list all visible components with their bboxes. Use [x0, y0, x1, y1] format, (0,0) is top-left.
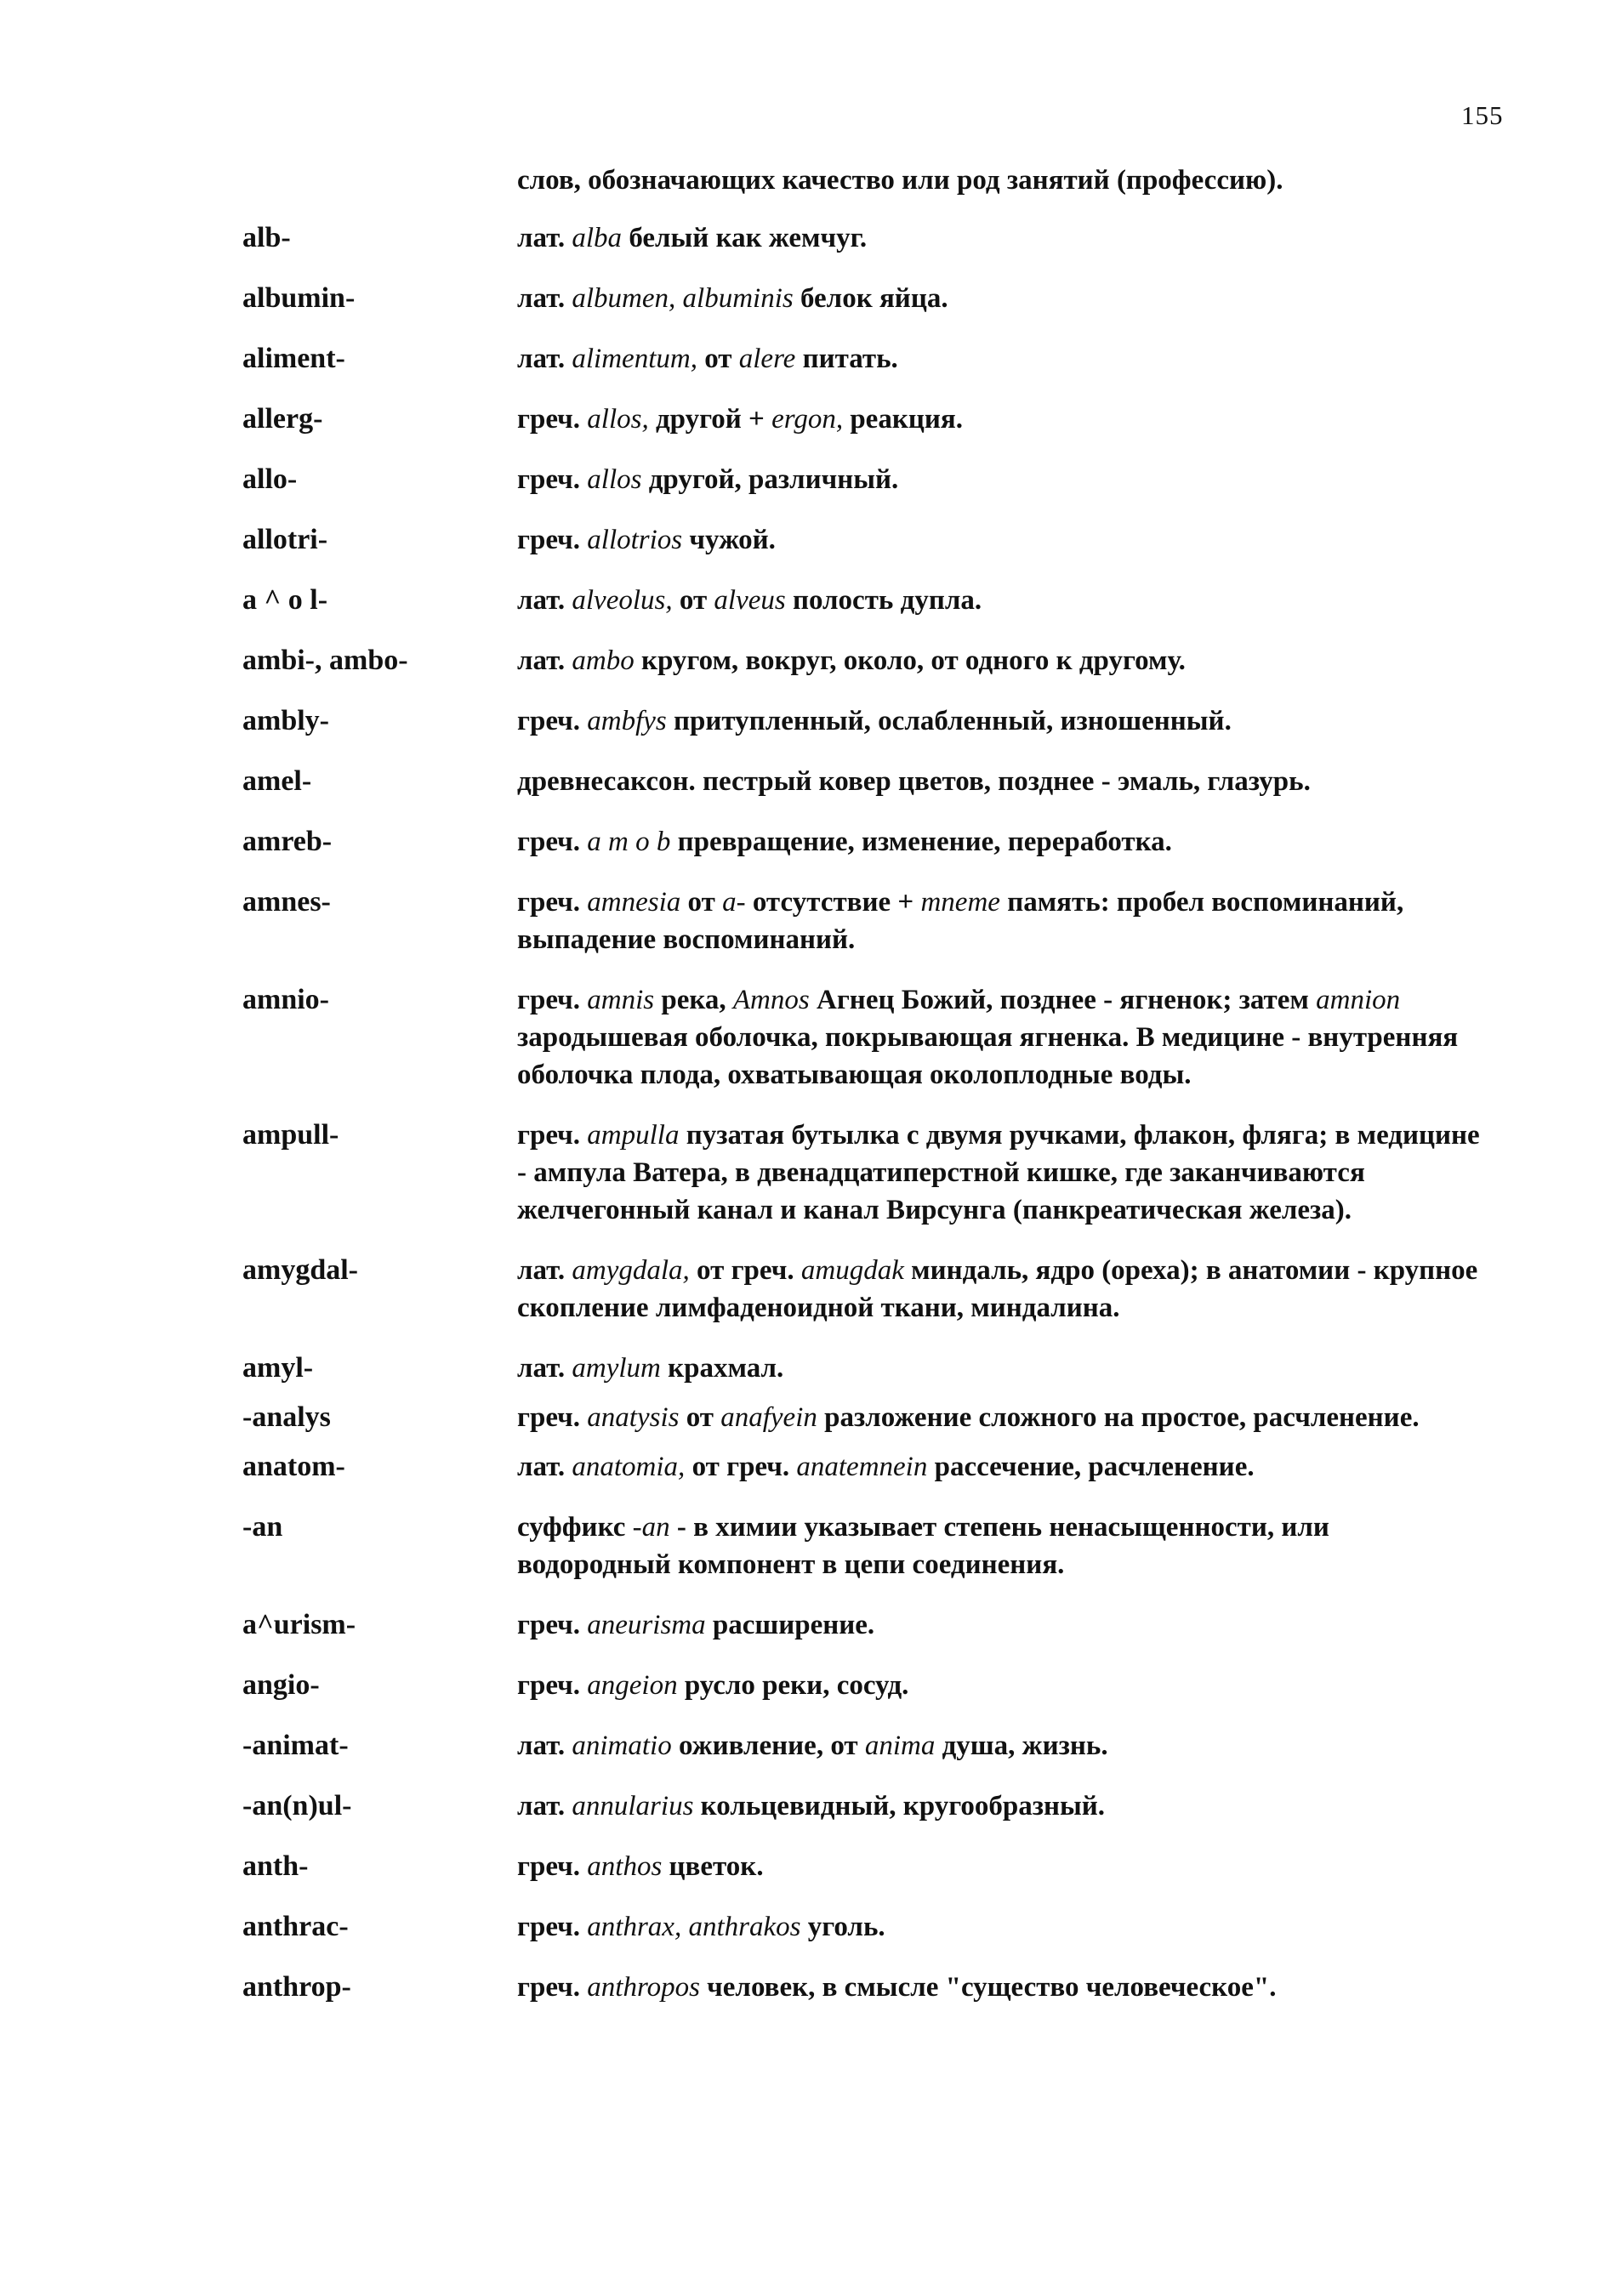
entry-definition: [517, 1969, 1484, 2006]
dictionary-entry: [242, 981, 1484, 1094]
entry-definition: [517, 280, 1484, 317]
dictionary-entry: [242, 1667, 1484, 1704]
entry-term: alb-: [242, 222, 291, 253]
entry-term: -an(n)ul-: [242, 1790, 352, 1821]
foreign-word: aneurisma: [587, 1610, 706, 1640]
foreign-word: anatomia,: [572, 1452, 686, 1482]
definition-text: лат.: [517, 1255, 572, 1286]
definition-text: от греч.: [685, 1452, 797, 1482]
entry-term: a ^ o l-: [242, 584, 328, 616]
entry-definition: [517, 1117, 1484, 1229]
entry-definition: [517, 981, 1484, 1094]
foreign-word: albumen, albuminis: [572, 283, 794, 314]
definition-text: крахмал.: [660, 1353, 784, 1384]
entry-term: -analys: [242, 1401, 331, 1433]
definition-text: рассечение, расчленение.: [927, 1452, 1255, 1482]
dictionary-entry: [242, 1117, 1484, 1229]
entry-term: anatom-: [242, 1451, 345, 1482]
definition-text: отсутствие +: [745, 887, 921, 918]
foreign-word: amnis: [587, 985, 655, 1015]
definition-text: реакция.: [843, 404, 963, 435]
definition-text: древнесаксон. пестрый ковер цветов, позднее - эмаль, глазурь.: [517, 766, 1311, 797]
definition-text: от: [697, 344, 739, 374]
entry-term: -an: [242, 1511, 283, 1543]
definition-text: слов, обозначающих качество или род занятий (профессию).: [517, 165, 1283, 196]
dictionary-entry: [242, 1252, 1484, 1327]
entry-definition: [517, 1448, 1484, 1486]
foreign-word: a-: [722, 887, 746, 918]
definition-text: греч.: [517, 1402, 588, 1433]
page-number: 155: [1461, 100, 1504, 130]
dictionary-entry: [242, 702, 1484, 740]
definition-text: - в химии указывает степень ненасыщенности, или водородный компонент в цепи соединения.: [517, 1512, 1329, 1580]
foreign-word: a m o b: [587, 827, 671, 857]
entry-term: amnio-: [242, 984, 329, 1015]
foreign-word: annularius: [572, 1791, 694, 1821]
entry-term: anthrop-: [242, 1971, 351, 2003]
dictionary-entry: [242, 1848, 1484, 1885]
definition-text: от греч.: [689, 1255, 801, 1286]
foreign-word: amnion: [1316, 985, 1401, 1015]
definition-text: лат.: [517, 1452, 572, 1482]
definition-text: греч.: [517, 827, 588, 857]
dictionary-entry: [242, 884, 1484, 958]
definition-text: другой +: [648, 404, 772, 435]
dictionary-entry: [242, 1350, 1484, 1387]
dictionary-entries: [242, 162, 1484, 2006]
entry-definition: [517, 763, 1484, 800]
dictionary-entry: [242, 1908, 1484, 1946]
definition-text: от: [679, 1402, 721, 1433]
dictionary-entry: [242, 219, 1484, 257]
entry-term: amyl-: [242, 1352, 314, 1384]
entry-term: angio-: [242, 1669, 320, 1701]
definition-text: цветок.: [662, 1851, 764, 1882]
dictionary-entry: [242, 763, 1484, 800]
definition-text: другой, различный.: [641, 464, 899, 495]
foreign-word: alba: [572, 223, 623, 253]
dictionary-entry: [242, 340, 1484, 378]
definition-text: Агнец Божий, позднее - ягненок; затем: [809, 985, 1317, 1015]
definition-text: кольцевидный, кругообразный.: [693, 1791, 1106, 1821]
foreign-word: alveolus,: [572, 585, 673, 616]
entry-definition: [517, 1606, 1484, 1644]
definition-text: греч.: [517, 404, 588, 435]
entry-term: amel-: [242, 765, 312, 797]
entry-definition: [517, 1787, 1484, 1825]
definition-text: греч.: [517, 525, 588, 555]
entry-term: aliment-: [242, 343, 345, 374]
definition-text: лат.: [517, 283, 572, 314]
dictionary-entry: [242, 1448, 1484, 1486]
entry-term: a^urism-: [242, 1609, 356, 1640]
entry-definition: [517, 702, 1484, 740]
definition-text: греч.: [517, 1610, 588, 1640]
foreign-word: animatio: [572, 1731, 672, 1761]
entry-definition: [517, 1727, 1484, 1765]
definition-text: греч.: [517, 706, 588, 736]
dictionary-entry: [242, 1399, 1484, 1436]
definition-text: зародышевая оболочка, покрывающая ягненка. В медицине - внутренняя оболочка плода, охватывающая околоплодные воды.: [517, 1022, 1459, 1090]
foreign-word: allos,: [587, 404, 649, 435]
foreign-word: alimentum,: [572, 344, 697, 374]
entry-definition: [517, 823, 1484, 861]
dictionary-entry: [242, 1509, 1484, 1583]
entry-definition: [517, 521, 1484, 559]
definition-text: река,: [654, 985, 733, 1015]
entry-definition: [517, 1509, 1484, 1583]
foreign-word: anatemnein: [796, 1452, 928, 1482]
dictionary-entry: [242, 461, 1484, 498]
definition-text: лат.: [517, 223, 572, 253]
entry-definition: [517, 340, 1484, 378]
entry-definition: [517, 1252, 1484, 1327]
foreign-word: anthropos: [587, 1972, 700, 2003]
dictionary-entry: [242, 280, 1484, 317]
entry-term: -animat-: [242, 1730, 349, 1761]
definition-text: оживление, от: [671, 1731, 865, 1761]
foreign-word: alveus: [714, 585, 786, 616]
entry-definition: [517, 1350, 1484, 1387]
dictionary-entry: [242, 1606, 1484, 1644]
dictionary-entry: [242, 1969, 1484, 2006]
definition-text: от: [672, 585, 714, 616]
dictionary-entry: [242, 401, 1484, 438]
definition-text: лат.: [517, 1731, 572, 1761]
foreign-word: ambfys: [587, 706, 667, 736]
entry-definition: [517, 1848, 1484, 1885]
entry-definition: [517, 1908, 1484, 1946]
definition-text: притупленный, ослабленный, изношенный.: [666, 706, 1232, 736]
entry-term: amnes-: [242, 886, 331, 918]
definition-text: греч.: [517, 1851, 588, 1882]
entry-term: amygdal-: [242, 1254, 358, 1286]
definition-text: лат.: [517, 645, 572, 676]
foreign-word: anafyein: [720, 1402, 817, 1433]
foreign-word: amygdala,: [572, 1255, 690, 1286]
entry-term: ambi-, ambo-: [242, 645, 408, 676]
definition-text: разложение сложного на простое, расчленение.: [817, 1402, 1420, 1433]
entry-term: anthrac-: [242, 1911, 349, 1942]
dictionary-entry: [242, 521, 1484, 559]
entry-term: amreb-: [242, 826, 333, 857]
dictionary-entry: [242, 642, 1484, 679]
definition-text: суффикс: [517, 1512, 633, 1543]
entry-definition: [517, 1399, 1484, 1436]
definition-text: лат.: [517, 1791, 572, 1821]
definition-text: расширение.: [705, 1610, 875, 1640]
definition-text: превращение, изменение, переработка.: [670, 827, 1172, 857]
entry-term: allotri-: [242, 524, 328, 555]
foreign-word: mneme: [920, 887, 1000, 918]
entry-definition: [517, 884, 1484, 958]
definition-text: белый как жемчуг.: [622, 223, 868, 253]
definition-text: лат.: [517, 585, 572, 616]
definition-text: лат.: [517, 344, 572, 374]
definition-text: от: [680, 887, 723, 918]
entry-term: allo-: [242, 463, 298, 495]
dictionary-entry: [242, 582, 1484, 619]
entry-definition: [517, 219, 1484, 257]
foreign-word: anatysis: [587, 1402, 680, 1433]
entry-term: ambly-: [242, 705, 329, 736]
definition-text: человек, в смысле "существо человеческое".: [699, 1972, 1277, 2003]
foreign-word: ergon,: [771, 404, 844, 435]
definition-text: белок яйца.: [793, 283, 948, 314]
definition-text: греч.: [517, 1120, 588, 1151]
foreign-word: ampulla: [587, 1120, 680, 1151]
foreign-word: Amnos: [732, 985, 810, 1015]
foreign-word: amugdak: [800, 1255, 904, 1286]
definition-text: душа, жизнь.: [935, 1731, 1108, 1761]
foreign-word: angeion: [587, 1670, 678, 1701]
foreign-word: ambo: [572, 645, 635, 676]
entry-definition: [517, 162, 1484, 199]
foreign-word: amnesia: [587, 887, 681, 918]
entry-term: allerg-: [242, 403, 323, 435]
definition-text: миндаль, ядро (ореха); в анатомии - крупное скопление лимфаденоидной ткани, миндалина.: [517, 1255, 1478, 1323]
definition-text: греч.: [517, 1912, 588, 1942]
foreign-word: allos: [587, 464, 642, 495]
dictionary-entry: [242, 823, 1484, 861]
dictionary-entry: [242, 162, 1484, 199]
foreign-word: alere: [738, 344, 796, 374]
definition-text: греч.: [517, 1972, 588, 2003]
definition-text: полость дупла.: [785, 585, 982, 616]
entry-definition: [517, 582, 1484, 619]
definition-text: греч.: [517, 985, 588, 1015]
foreign-word: amylum: [572, 1353, 661, 1384]
definition-text: память: пробел воспоминаний, выпадение воспоминаний.: [517, 887, 1404, 955]
definition-text: питать.: [795, 344, 898, 374]
definition-text: лат.: [517, 1353, 572, 1384]
foreign-word: anthos: [587, 1851, 663, 1882]
definition-text: кругом, вокруг, около, от одного к другому.: [634, 645, 1186, 676]
dictionary-entry: [242, 1727, 1484, 1765]
definition-text: греч.: [517, 464, 588, 495]
definition-text: русло реки, сосуд.: [677, 1670, 909, 1701]
entry-definition: [517, 401, 1484, 438]
definition-text: уголь.: [800, 1912, 885, 1942]
foreign-word: allotrios: [587, 525, 683, 555]
definition-text: чужой.: [682, 525, 776, 555]
definition-text: греч.: [517, 1670, 588, 1701]
entry-definition: [517, 461, 1484, 498]
entry-definition: [517, 642, 1484, 679]
dictionary-entry: [242, 1787, 1484, 1825]
entry-term: anth-: [242, 1850, 309, 1882]
entry-term: ampull-: [242, 1119, 339, 1151]
definition-text: пузатая бутылка с двумя ручками, флакон, фляга; в медицине - ампула Ватера, в двенадцатиперстной кишке, где заканчиваются желчегонный канал и канал Вирсунга (панкреатическая железа).: [517, 1120, 1480, 1225]
definition-text: греч.: [517, 887, 588, 918]
foreign-word: anthrax, anthrakos: [587, 1912, 801, 1942]
foreign-word: anima: [864, 1731, 936, 1761]
entry-term: albumin-: [242, 282, 356, 314]
entry-definition: [517, 1667, 1484, 1704]
foreign-word: -an: [632, 1512, 670, 1543]
